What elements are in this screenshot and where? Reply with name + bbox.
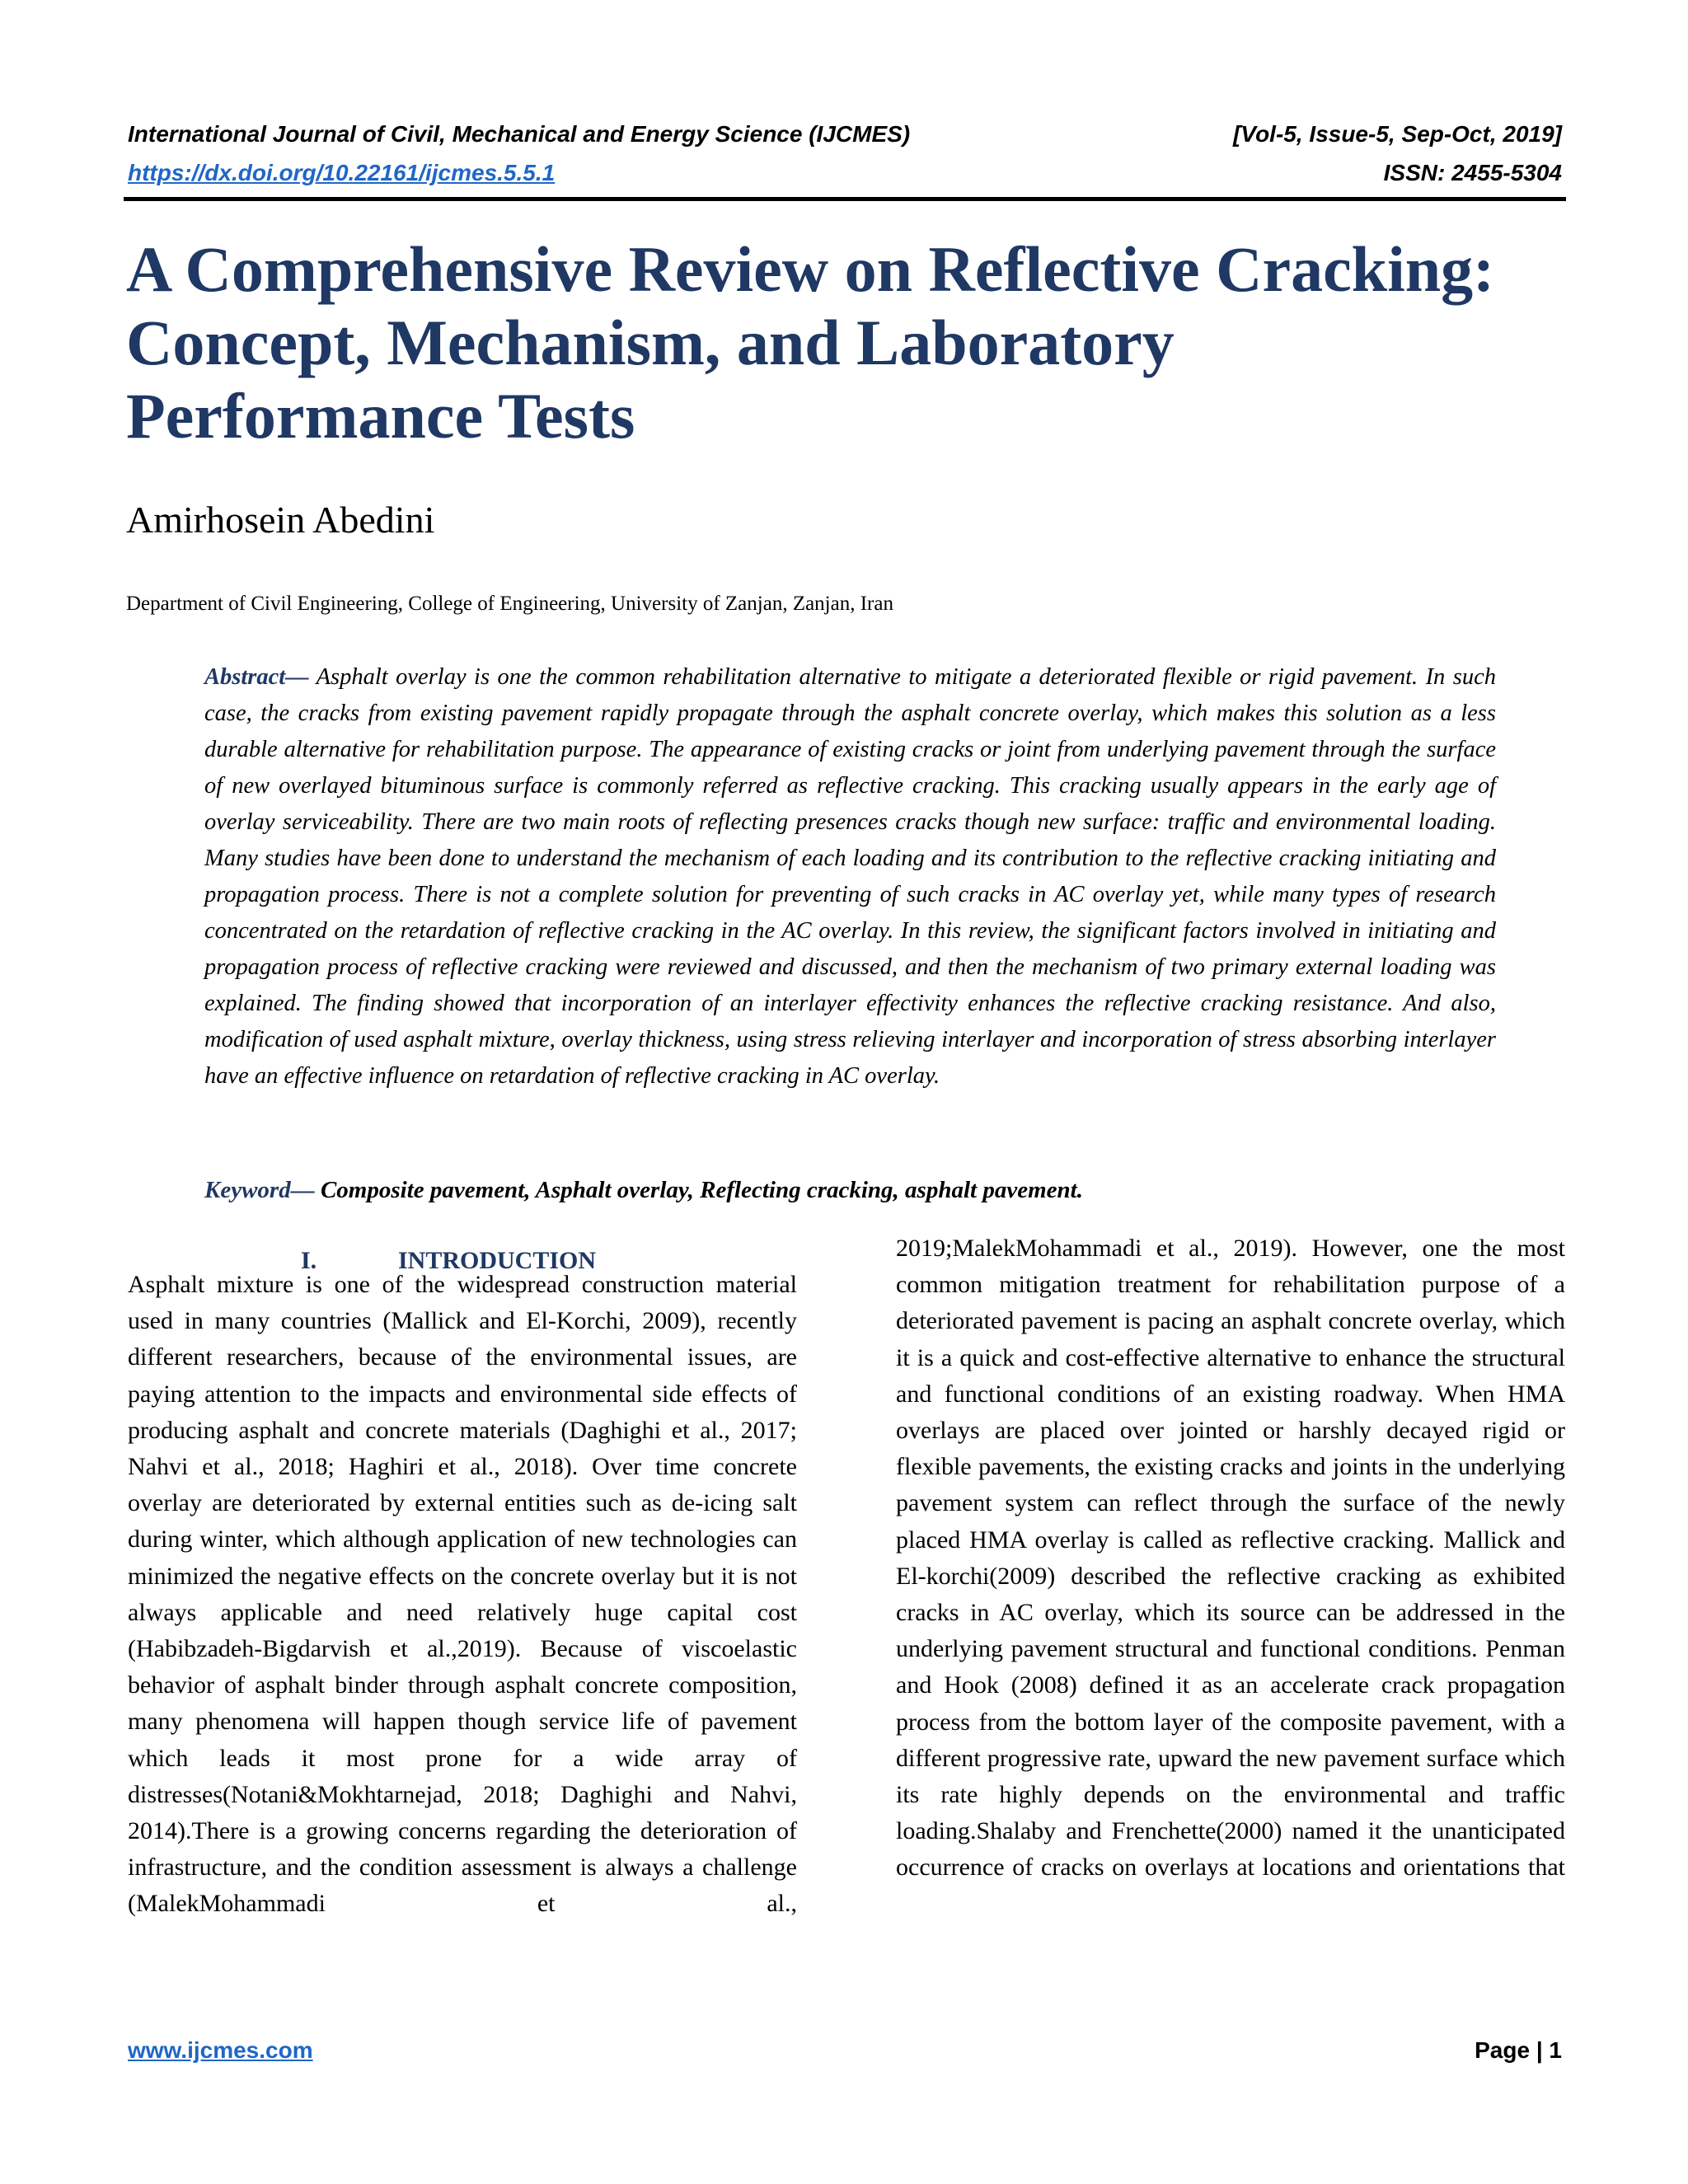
author-affiliation: Department of Civil Engineering, College of Engineering, University of Zanjan, Zanjan, Iran: [126, 593, 893, 615]
running-header-second-line: [128, 157, 1562, 190]
website-link[interactable]: www.ijcmes.com: [128, 2037, 313, 2063]
body-column-right: 2019;MalekMohammadi et al., 2019). However, one the most common mitigation treatment for rehabilitation purpose of a deteriorated pavement is pacing an asphalt concrete overlay, which it is a quick and cost-effective alternative to enhance the structural and functional conditions of an existing roadway. When HMA overlays are placed over jointed or harshly decayed rigid or flexible pavements, the existing cracks and joints in the underlying pavement system can reflect through the surface of the newly placed HMA overlay is called as reflective cracking. Mallick and El-korchi(2009) described the reflective cracking as exhibited cracks in AC overlay, which its source can be addressed in the underlying pavement structural and functional conditions. Penman and Hook (2008) defined it as an accelerate crack propagation process from the bottom layer of the composite pavement, with a different progressive rate, upward the new pavement surface which its rate highly depends on the environmental and traffic loading.Shalaby and Frenchette(2000) named it the unanticipated occurrence of cracks on overlays at locations and orientations that: [896, 1235, 1565, 1882]
page-number: Page | 1: [1475, 2037, 1562, 2063]
issn: ISSN: 2455-5304: [1383, 160, 1562, 185]
body-column-left: Asphalt mixture is one of the widespread construction material used in many countries (Mallick and El-Korchi, 2009), recently different researchers, because of the environmental issues, are paying attention to the impacts and environmental side effects of producing asphalt and concrete materials (Daghighi et al., 2017; Nahvi et al., 2018; Haghiri et al., 2018). Over time concrete overlay are deteriorated by external entities such as de-icing salt during winter, which although application of new technologies can minimized the negative effects on the concrete overlay but it is not always applicable and need relatively huge capital cost (Habibzadeh-Bigdarvish et al.,2019). Because of viscoelastic behavior of asphalt binder through asphalt concrete composition, many phenomena will happen though service life of pavement which leads it most prone for a wide array of distresses(Notani&Mokhtarnejad, 2018; Daghighi and Nahvi, 2014).There is a growing concerns regarding the deterioration of infrastructure, and the condition assessment is always a challenge (MalekMohammadi et al.,: [128, 1271, 797, 1918]
running-header: [128, 118, 1562, 151]
abstract-text: Asphalt overlay is one the common rehabilitation alternative to mitigate a deteriorated flexible or rigid pavement. In such case, the cracks from existing pavement rapidly propagate through the asphalt concrete overlay, which makes this solution as a less durable alternative for rehabilitation purpose. The appearance of existing cracks or joint from underlying pavement through the surface of new overlayed bituminous surface is commonly referred as reflective cracking. This cracking usually appears in the early age of overlay serviceability. There are two main roots of reflecting presences cracks though new surface: traffic and environmental loading. Many studies have been done to understand the mechanism of each loading and its contribution to the reflective cracking initiating and propagation process. There is not a complete solution for preventing of such cracks in AC overlay yet, while many types of research concentrated on the retardation of reflective cracking in the AC overlay. In this review, the significant factors involved in initiating and propagation process of reflective cracking were reviewed and discussed, and then the mechanism of two primary external loading was explained. The finding showed that incorporation of an interlayer effectivity enhances the reflective cracking resistance. And also, modification of used asphalt mixture, overlay thickness, using stress relieving interlayer and incorporation of stress absorbing interlayer have an effective influence on retardation of reflective cracking in AC overlay.: [204, 664, 1496, 1089]
paper-title: [126, 232, 1577, 452]
volume-info: [Vol-5, Issue-5, Sep-Oct, 2019]: [1233, 121, 1562, 147]
section-title: INTRODUCTION: [398, 1247, 597, 1274]
keywords-label: Keyword—: [204, 1177, 315, 1203]
header-rule: [124, 197, 1566, 201]
keywords: [204, 1172, 1523, 1208]
page-footer: [128, 2034, 1562, 2067]
title-line: Concept, Mechanism, and Laboratory: [126, 307, 1175, 378]
title-line: Performance Tests: [126, 380, 635, 452]
journal-name: International Journal of Civil, Mechanical and Energy Science (IJCMES): [128, 121, 911, 147]
doi-link[interactable]: https://dx.doi.org/10.22161/ijcmes.5.5.1: [128, 160, 556, 185]
keywords-text: Composite pavement, Asphalt overlay, Reflecting cracking, asphalt pavement.: [314, 1177, 1083, 1203]
author-name: Amirhosein Abedini: [126, 499, 435, 541]
abstract-label: Abstract—: [204, 664, 309, 690]
abstract: [204, 659, 1496, 1094]
section-number: I.: [301, 1247, 317, 1274]
title-line: A Comprehensive Review on Reflective Cracking:: [126, 233, 1495, 305]
